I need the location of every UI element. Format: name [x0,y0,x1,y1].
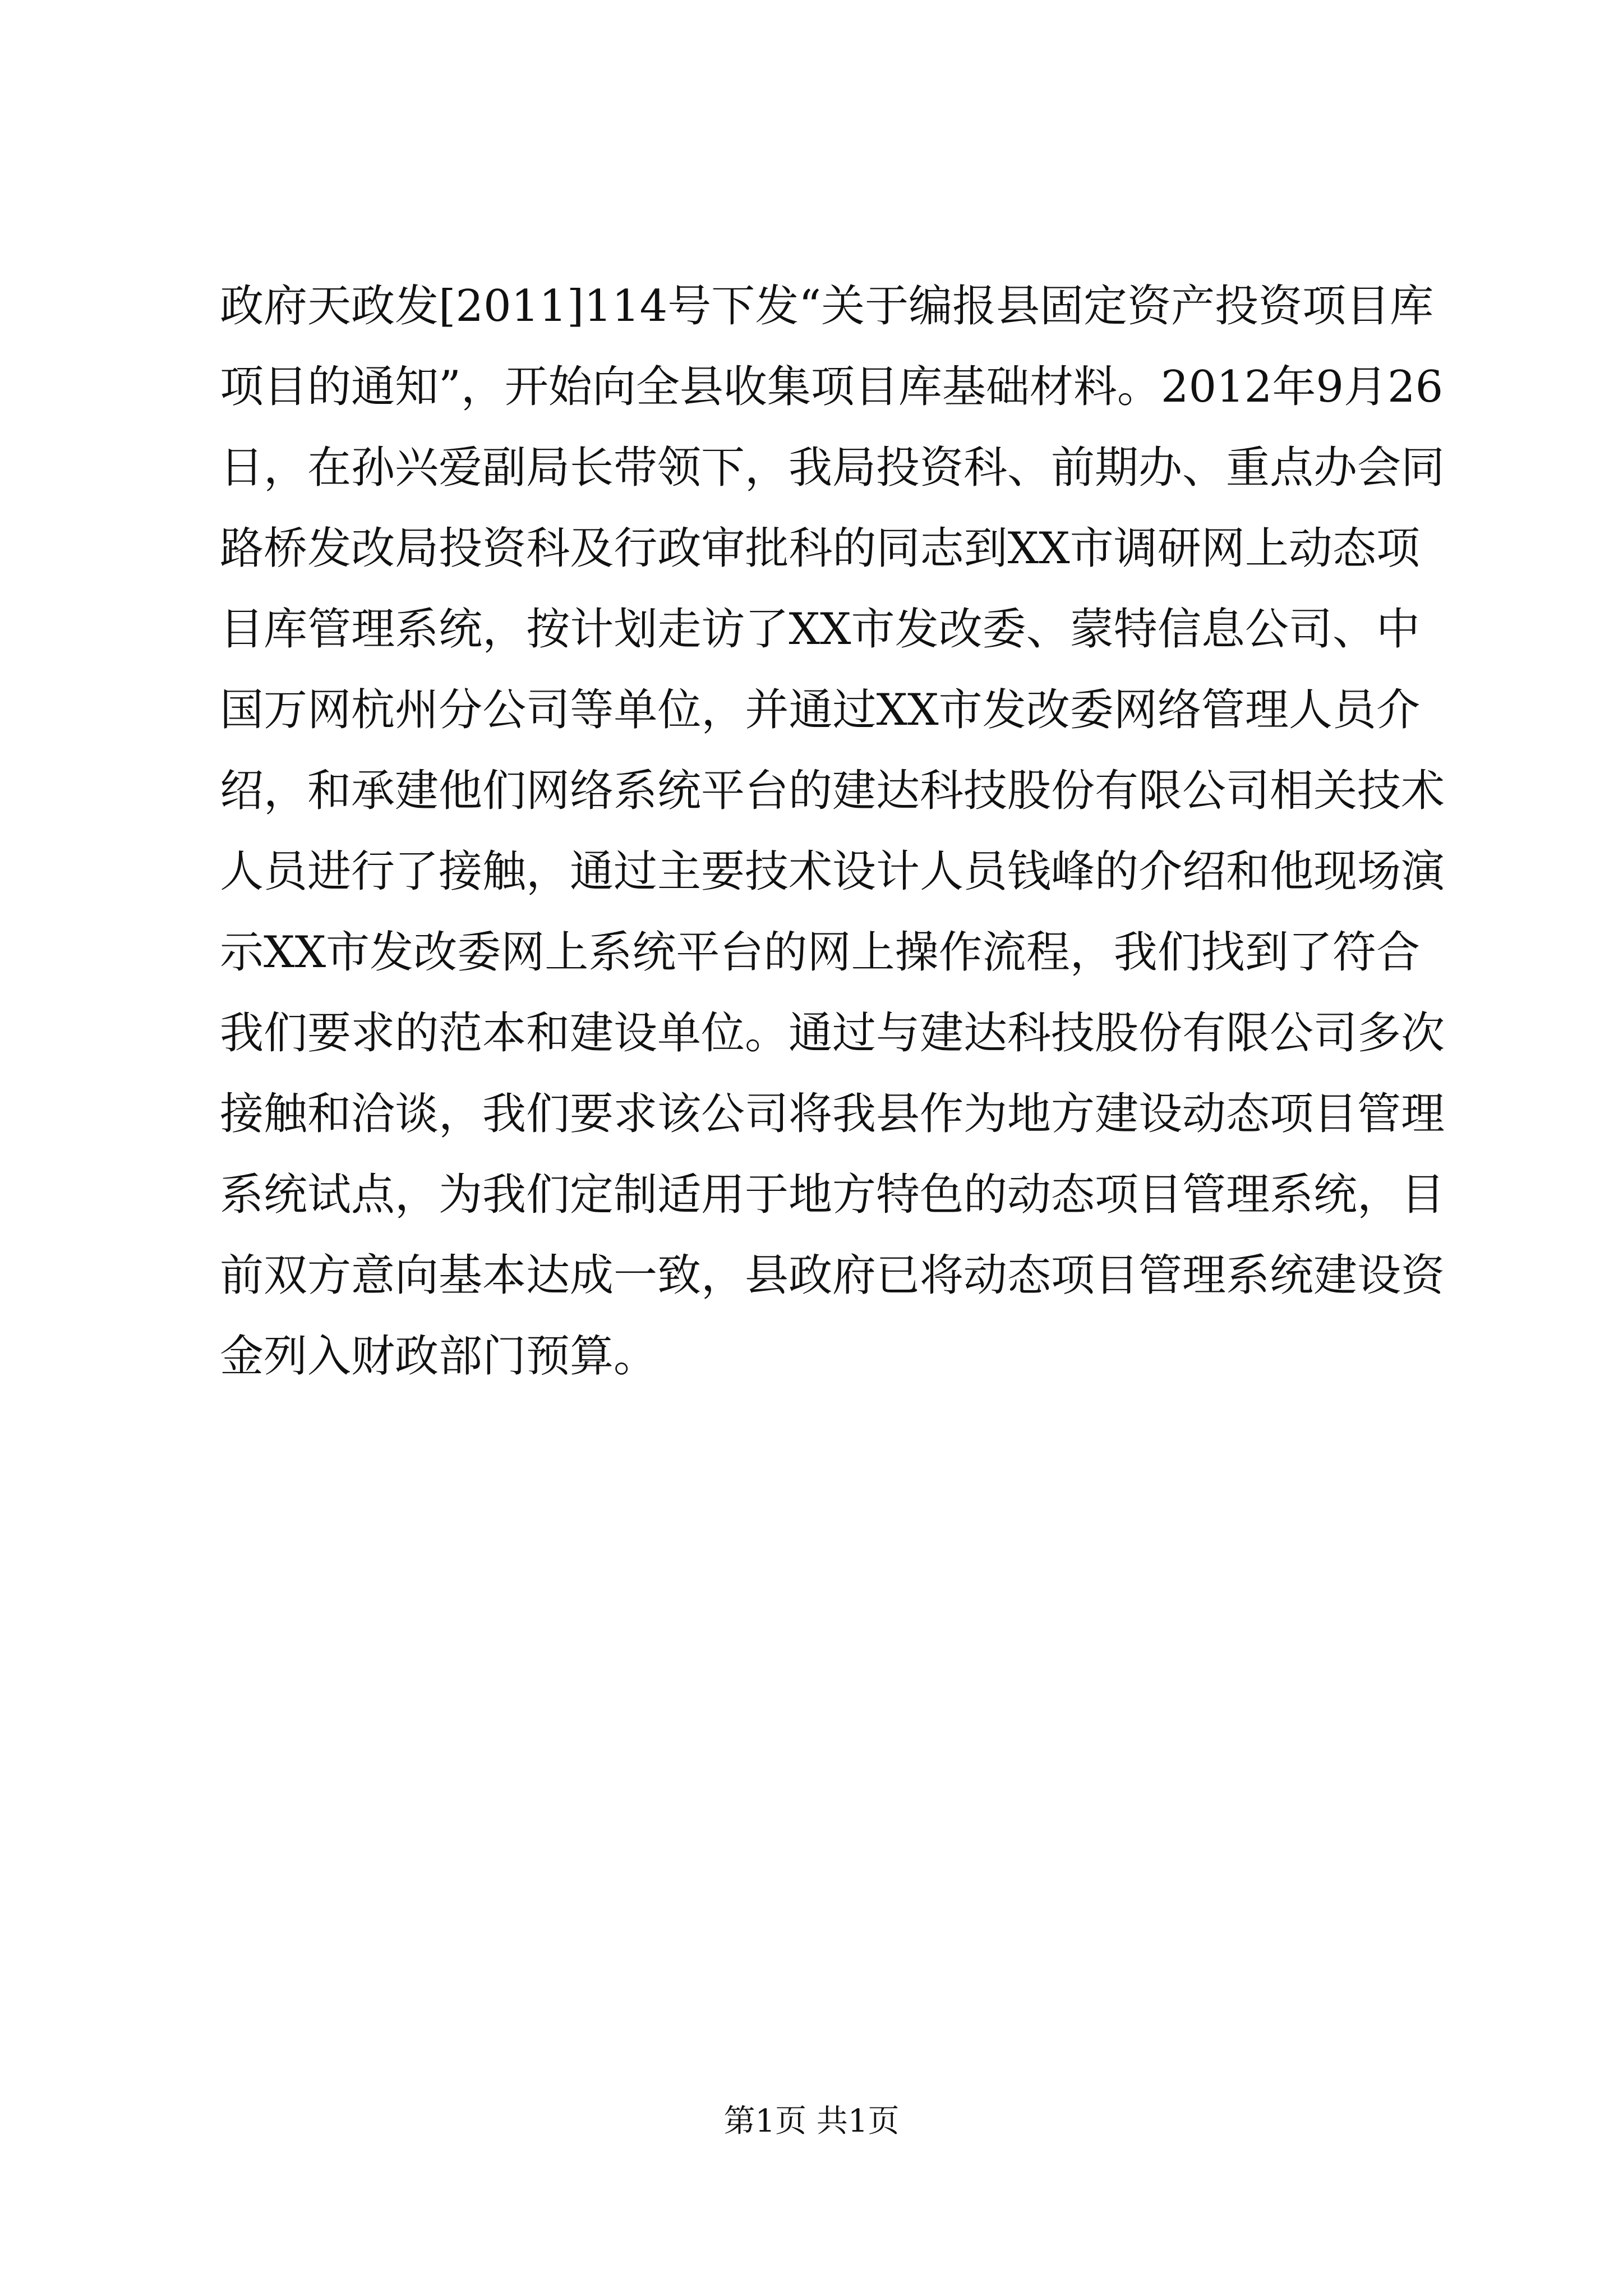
text-line: 人员进行了接触，通过主要技术设计人员钱峰的介绍和他现场演 [220,846,1445,897]
text-line: 目库管理系统，按计划走访了XX市发改委、蒙特信息公司、中 [220,604,1420,655]
text-line: 接触和洽谈，我们要求该公司将我县作为地方建设动态项目管理 [220,1089,1445,1139]
body-paragraph [220,266,1445,1397]
text-line: 示XX市发改委网上系统平台的网上操作流程，我们找到了符合 [220,927,1420,978]
page-number-label: 第1页 共1页 [723,2103,900,2139]
text-line: 路桥发改局投资科及行政审批科的同志到XX市调研网上动态项 [220,523,1420,574]
text-line: 国万网杭州分公司等单位，并通过XX市发改委网络管理人员介 [220,685,1420,735]
text-line: 绍，和承建他们网络系统平台的建达科技股份有限公司相关技术 [220,766,1445,816]
text-line: 项目的通知”，开始向全县收集项目库基础材料。2012年9月26 [220,362,1444,412]
text-line: 系统试点，为我们定制适用于地方特色的动态项目管理系统，目 [220,1170,1445,1220]
text-line: 前双方意向基本达成一致，县政府已将动态项目管理系统建设资 [220,1250,1445,1301]
text-line: 日，在孙兴爱副局长带领下，我局投资科、前期办、重点办会同 [220,443,1445,493]
text-line: 政府天政发[2011]114号下发“关于编报县固定资产投资项目库 [220,281,1434,332]
text-line: 金列入财政部门预算。 [220,1331,658,1382]
page-footer [0,2099,1623,2144]
text-line: 我们要求的范本和建设单位。通过与建达科技股份有限公司多次 [220,1008,1445,1059]
